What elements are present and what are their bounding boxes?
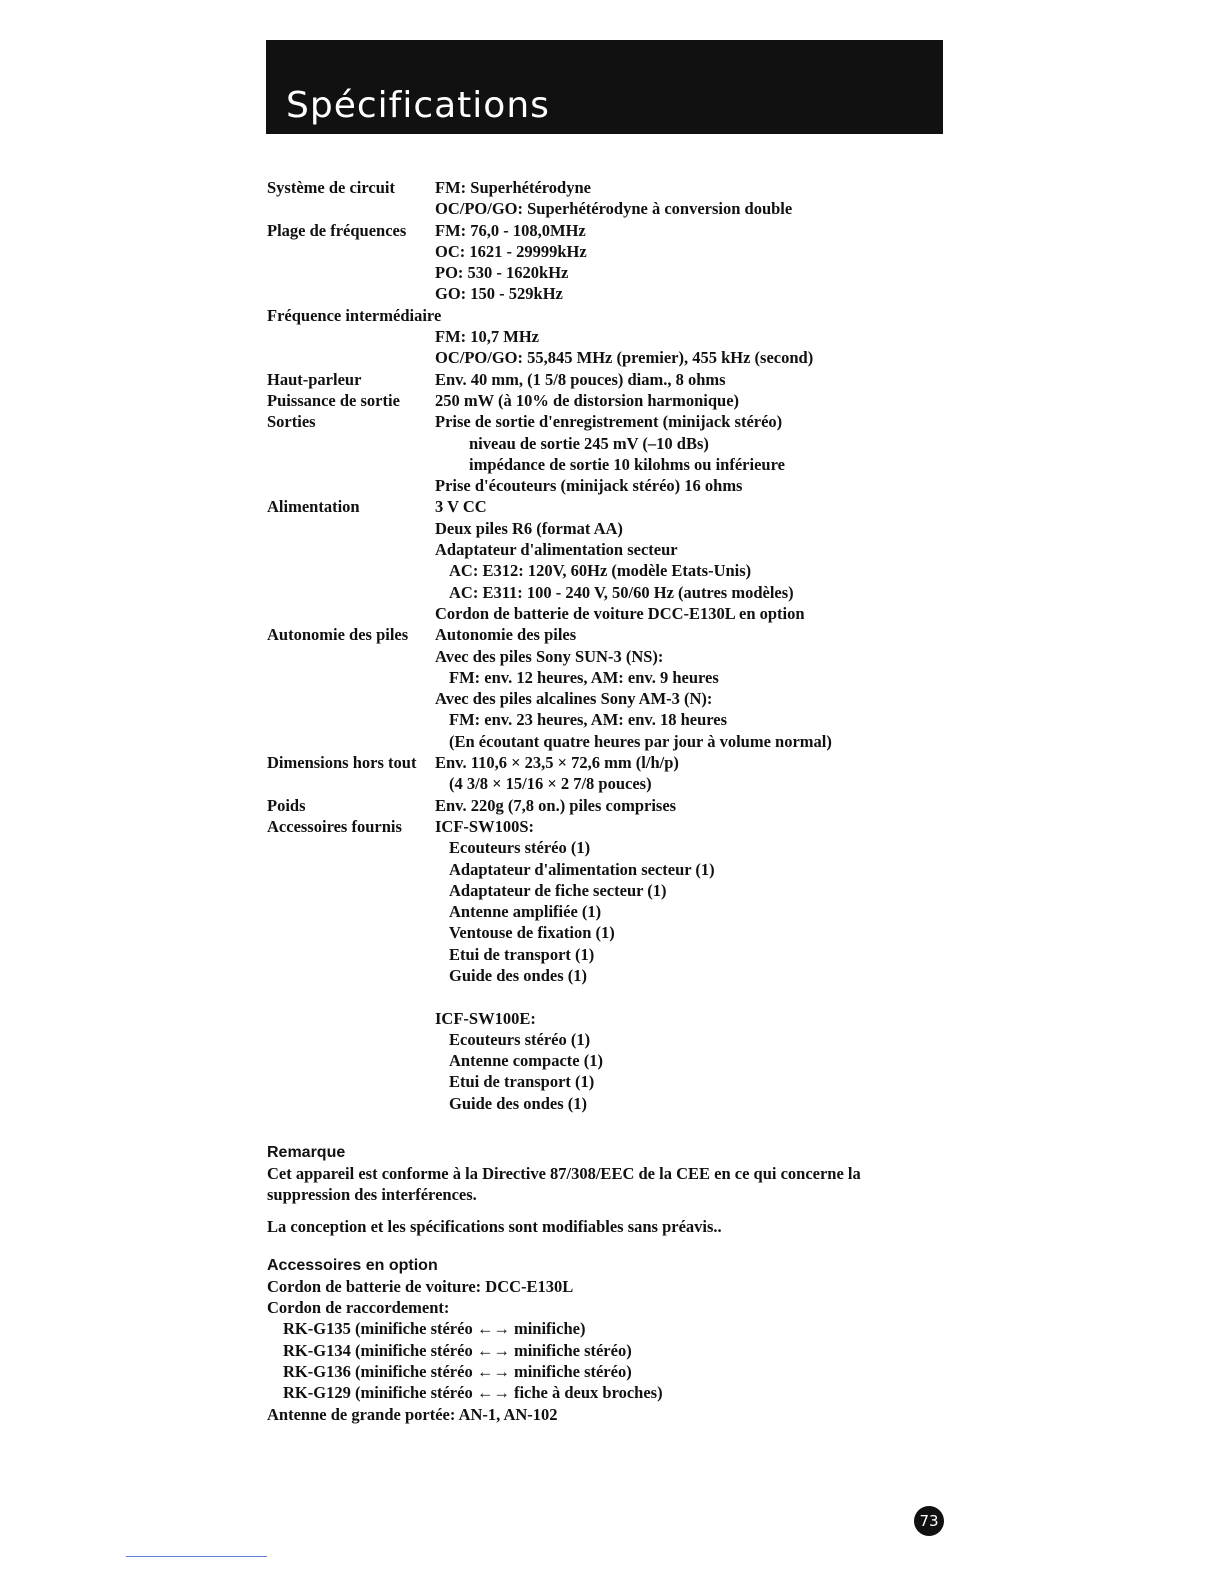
spec-value: Etui de transport (1): [449, 1072, 595, 1092]
title-banner: [266, 40, 943, 134]
spec-label: Fréquence intermédiaire: [267, 305, 442, 325]
spec-value: Guide des ondes (1): [449, 965, 587, 985]
spec-value: ICF-SW100E:: [435, 1008, 536, 1028]
spec-value: niveau de sortie 245 mV (–10 dBs): [469, 433, 709, 453]
spec-label: Autonomie des piles: [267, 625, 409, 645]
spec-value: FM: 10,7 MHz: [435, 327, 540, 347]
spec-value: Guide des ondes (1): [449, 1093, 587, 1113]
spec-value: FM: Superhétérodyne: [435, 178, 591, 197]
spec-value: Prise d'écouteurs (minijack stéréo) 16 ohms: [435, 476, 743, 496]
spec-value: AC: E311: 100 - 240 V, 50/60 Hz (autres modèles): [449, 582, 794, 602]
spec-label: Accessoires fournis: [267, 816, 402, 836]
spec-label: Sorties: [267, 412, 316, 432]
spec-value: Ventouse de fixation (1): [449, 923, 615, 943]
spec-value: (En écoutant quatre heures par jour à volume normal): [449, 731, 832, 751]
accessory-item: RK-G136 (minifiche stéréo ←→ minifiche stéréo): [283, 1362, 632, 1382]
spec-value: FM: env. 12 heures, AM: env. 9 heures: [449, 667, 719, 687]
spec-value: impédance de sortie 10 kilohms ou inférieure: [469, 454, 785, 474]
spec-value: Ecouteurs stéréo (1): [449, 1029, 591, 1049]
remarque-text: Cet appareil est conforme à la Directive 87/308/EEC de la CEE en ce qui concerne la suppression des interférences.: [267, 1164, 861, 1205]
spec-label: Puissance de sortie: [267, 390, 400, 410]
page-title: Spécifications: [286, 85, 550, 126]
accessory-item: Antenne de grande portée: AN-1, AN-102: [267, 1404, 558, 1424]
spec-value: Antenne amplifiée (1): [449, 902, 602, 922]
spec-value: Adaptateur d'alimentation secteur: [435, 540, 678, 560]
accessory-item: Cordon de batterie de voiture: DCC-E130L: [267, 1276, 574, 1296]
spec-label: Haut-parleur: [267, 369, 362, 389]
spec-value: OC: 1621 - 29999kHz: [435, 241, 587, 261]
notes-section: [267, 1142, 907, 1425]
spec-label: Système de circuit: [267, 178, 395, 197]
spec-value: OC/PO/GO: 55,845 MHz (premier), 455 kHz (second): [435, 348, 814, 368]
remarque-note: La conception et les spécifications sont modifiables sans préavis..: [267, 1216, 722, 1236]
accessory-item: RK-G129 (minifiche stéréo ←→ fiche à deux broches): [283, 1383, 663, 1403]
spec-value: FM: env. 23 heures, AM: env. 18 heures: [449, 710, 728, 730]
spec-value: Antenne compacte (1): [449, 1051, 603, 1071]
spec-value: 250 mW (à 10% de distorsion harmonique): [435, 390, 740, 410]
spec-value: Cordon de batterie de voiture DCC-E130L en option: [435, 603, 805, 623]
page-number: 73: [914, 1506, 944, 1536]
spec-value: (4 3/8 × 15/16 × 2 7/8 pouces): [449, 774, 652, 794]
spec-value: Env. 220g (7,8 on.) piles comprises: [435, 795, 677, 815]
accessory-item: RK-G134 (minifiche stéréo ←→ minifiche stéréo): [283, 1340, 632, 1360]
spec-value: FM: 76,0 - 108,0MHz: [435, 220, 586, 240]
spec-label: Poids: [267, 795, 306, 815]
spec-label: Dimensions hors tout: [267, 753, 417, 773]
spec-value: Deux piles R6 (format AA): [435, 518, 623, 538]
spec-value: Avec des piles alcalines Sony AM-3 (N):: [435, 689, 713, 709]
spec-value: Autonomie des piles: [435, 625, 577, 645]
spec-value: OC/PO/GO: Superhétérodyne à conversion double: [435, 199, 793, 219]
footer-rule: [126, 1556, 267, 1557]
spec-value: Prise de sortie d'enregistrement (minijack stéréo): [435, 412, 783, 432]
spec-value: Avec des piles Sony SUN-3 (NS):: [435, 646, 664, 666]
accessoires-option-list: [267, 1276, 907, 1425]
spec-value: 3 V CC: [435, 497, 487, 517]
accessory-item: Cordon de raccordement:: [267, 1298, 450, 1318]
accessory-item: RK-G135 (minifiche stéréo ←→ minifiche): [283, 1319, 586, 1339]
spec-value: Env. 110,6 × 23,5 × 72,6 mm (l/h/p): [435, 753, 679, 773]
spec-value: AC: E312: 120V, 60Hz (modèle Etats-Unis): [449, 561, 752, 581]
remarque-heading: Remarque: [267, 1144, 346, 1161]
accessoires-option-heading: Accessoires en option: [267, 1256, 438, 1274]
spec-value: PO: 530 - 1620kHz: [435, 263, 569, 283]
spec-value: Ecouteurs stéréo (1): [449, 838, 591, 858]
spec-value: Env. 40 mm, (1 5/8 pouces) diam., 8 ohms: [435, 369, 726, 389]
spec-label: Plage de fréquences: [267, 220, 407, 240]
spec-value: Adaptateur de fiche secteur (1): [449, 880, 667, 900]
spec-value: ICF-SW100S:: [435, 816, 535, 836]
spec-value: Adaptateur d'alimentation secteur (1): [449, 859, 715, 879]
spec-value: GO: 150 - 529kHz: [435, 284, 563, 304]
spec-value: Etui de transport (1): [449, 944, 595, 964]
spec-label: Alimentation: [267, 497, 360, 517]
